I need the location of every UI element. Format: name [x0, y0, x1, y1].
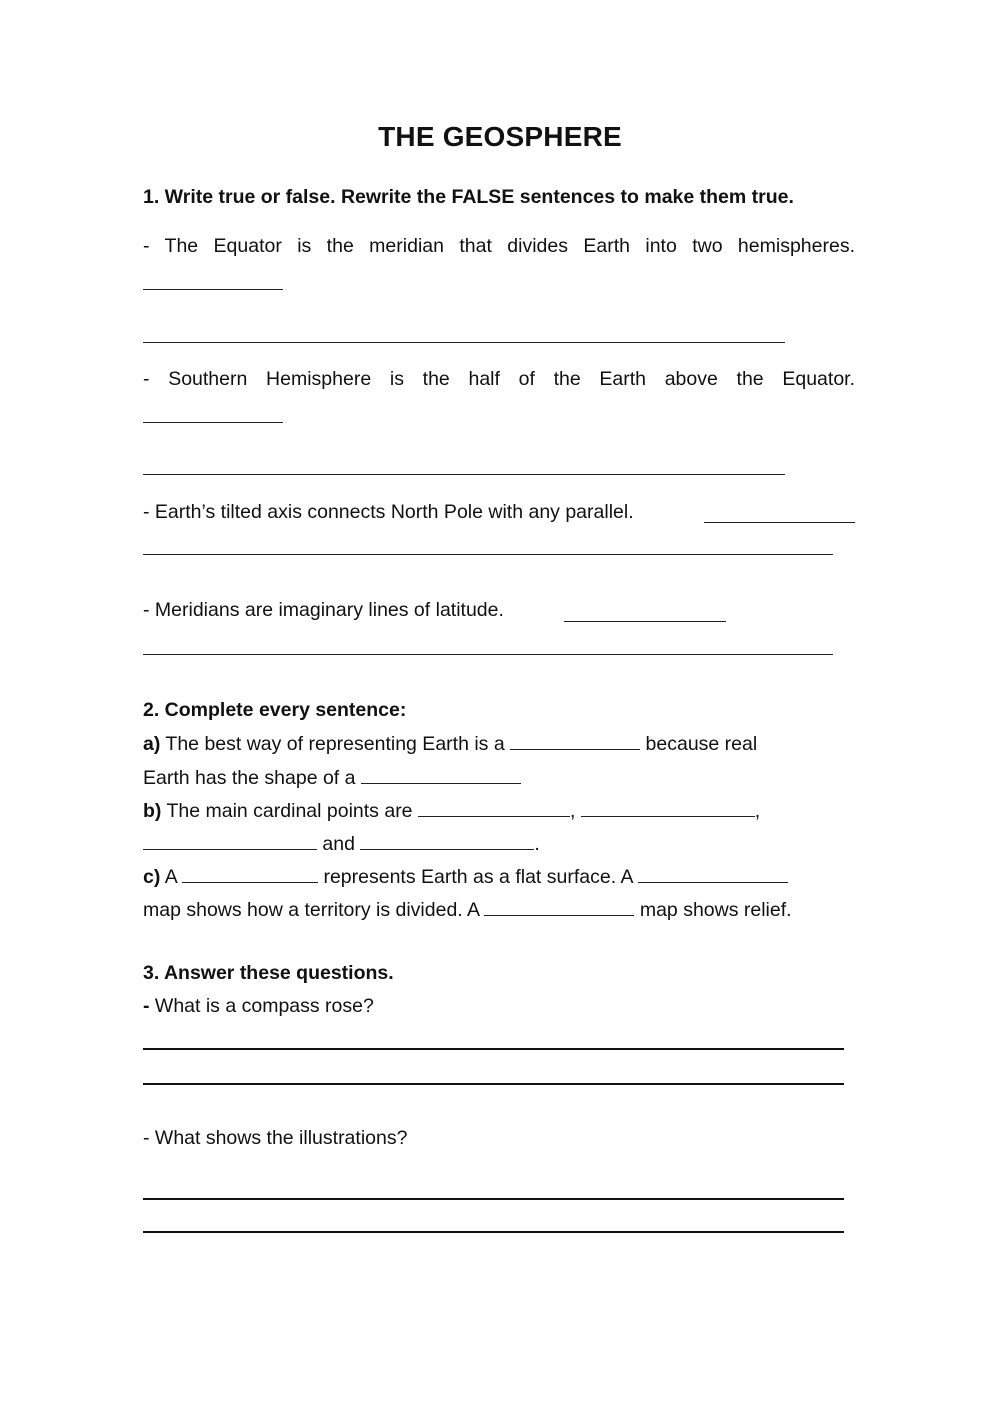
item-a-label: a)	[143, 733, 161, 755]
fill-blank-c1[interactable]	[182, 864, 318, 883]
item-a-text-1: The best way of representing Earth is a	[165, 733, 505, 755]
sentence-c-line-2	[143, 897, 792, 922]
item-b-label: b)	[143, 800, 162, 822]
answer-blank-1[interactable]	[143, 289, 283, 290]
statement-3: - Earth’s tilted axis connects North Pole with any parallel.	[143, 501, 634, 523]
answer-line-1a[interactable]	[143, 1048, 844, 1050]
item-b-text-1: The main cardinal points are	[166, 800, 413, 822]
answer-line-2a[interactable]	[143, 1198, 844, 1200]
fill-blank-b1[interactable]	[418, 798, 570, 817]
answer-blank-3[interactable]	[704, 522, 855, 523]
item-a-text-3: Earth has the shape of a	[143, 767, 356, 789]
section-2-heading: 2. Complete every sentence:	[143, 699, 407, 721]
fill-blank-c2[interactable]	[638, 864, 788, 883]
fill-blank-b2[interactable]	[581, 798, 755, 817]
item-c-text-3: map shows how a territory is divided. A	[143, 899, 479, 921]
question-1	[143, 995, 374, 1018]
sentence-b-line-1	[143, 798, 760, 823]
answer-blank-2[interactable]	[143, 422, 283, 423]
rewrite-line-3[interactable]	[143, 554, 833, 555]
item-b-and: and	[322, 833, 355, 855]
sentence-a-line-1	[143, 731, 757, 756]
item-c-text-4: map shows relief.	[639, 899, 792, 921]
answer-blank-4[interactable]	[564, 621, 726, 622]
item-b-comma-2: ,	[754, 800, 761, 822]
question-2: - What shows the illustrations?	[143, 1127, 408, 1149]
question-1-dash: -	[143, 995, 150, 1017]
item-c-text-2: represents Earth as a flat surface. A	[323, 866, 633, 888]
rewrite-line-4[interactable]	[143, 654, 833, 655]
fill-blank-b4[interactable]	[360, 831, 534, 850]
section-1-heading: 1. Write true or false. Rewrite the FALSE sentences to make them true.	[143, 186, 794, 208]
statement-1: - The Equator is the meridian that divides Earth into two hemispheres.	[143, 235, 855, 257]
rewrite-line-2[interactable]	[143, 474, 785, 475]
item-a-text-2: because real	[645, 733, 758, 755]
statement-4: - Meridians are imaginary lines of latitude.	[143, 599, 504, 621]
page-title: THE GEOSPHERE	[378, 121, 622, 152]
item-b-comma-1: ,	[569, 800, 576, 822]
item-c-label: c)	[143, 866, 161, 888]
fill-blank-b3[interactable]	[143, 831, 317, 850]
fill-blank-a2[interactable]	[361, 765, 521, 784]
answer-line-1b[interactable]	[143, 1083, 844, 1085]
answer-line-2b[interactable]	[143, 1231, 844, 1233]
fill-blank-a1[interactable]	[510, 731, 640, 750]
section-3-heading: 3. Answer these questions.	[143, 962, 394, 984]
question-1-text: What is a compass rose?	[154, 995, 374, 1017]
fill-blank-c3[interactable]	[484, 897, 634, 916]
sentence-b-line-2	[143, 831, 540, 856]
sentence-a-line-2	[143, 765, 521, 790]
item-b-period: .	[534, 833, 540, 855]
item-c-text-1: A	[164, 866, 177, 888]
sentence-c-line-1	[143, 864, 788, 889]
rewrite-line-1[interactable]	[143, 342, 785, 343]
statement-2: - Southern Hemisphere is the half of the Earth above the Equator.	[143, 368, 855, 390]
